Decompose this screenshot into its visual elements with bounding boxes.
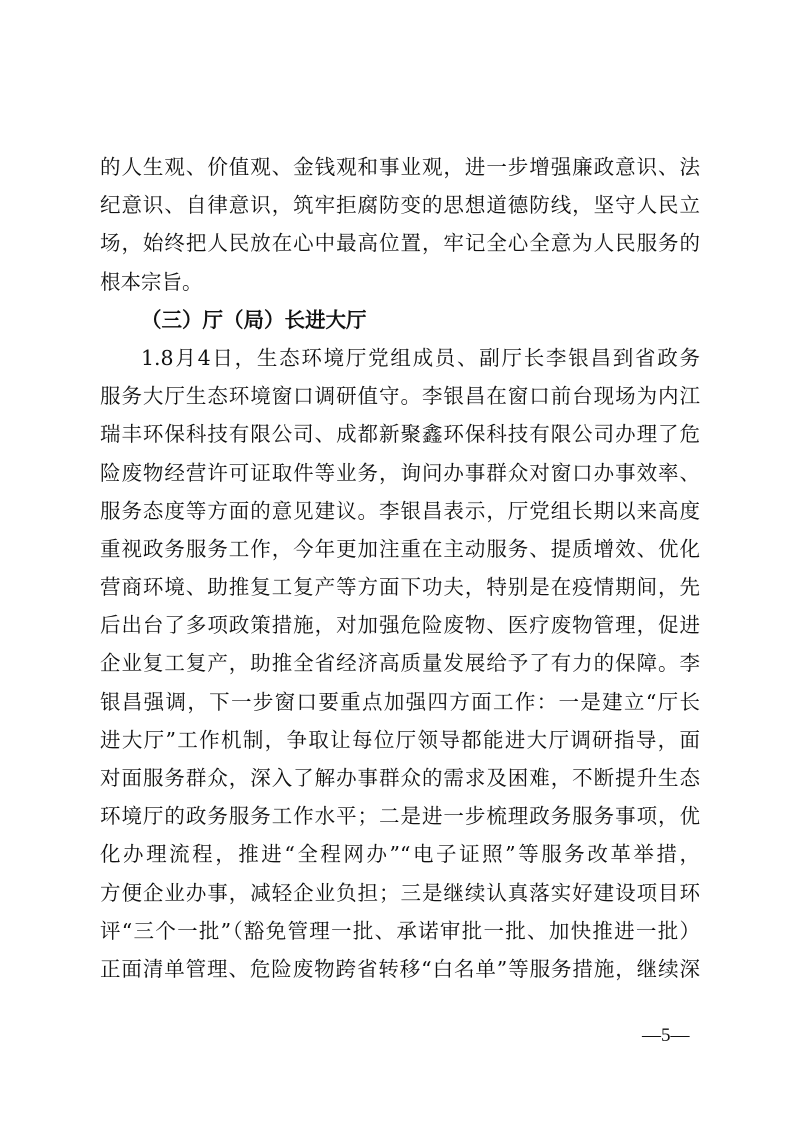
text-line: 银昌强调，下一步窗口要重点加强四方面工作：一是建立“厅长: [100, 689, 700, 714]
text-line: 企业复工复产，助推全省经济高质量发展给予了有力的保障。李: [100, 651, 700, 676]
text-line: 服务大厅生态环境窗口调研值守。李银昌在窗口前台现场为内江: [100, 384, 700, 409]
text-line: 瑞丰环保科技有限公司、成都新聚鑫环保科技有限公司办理了危: [100, 422, 700, 447]
page-number: —5—: [642, 1025, 690, 1046]
text-line: 环境厅的政务服务工作水平；二是进一步梳理政务服务事项，优: [100, 804, 700, 829]
text-line: 后出台了多项政策措施，对加强危险废物、医疗废物管理，促进: [100, 613, 700, 638]
text-line: 重视政务服务工作，今年更加注重在主动服务、提质增效、优化: [100, 536, 700, 561]
text-line: 化办理流程，推进“全程网办”“电子证照”等服务改革举措，: [100, 842, 700, 867]
text-line: 营商环境、助推复工复产等方面下功夫，特别是在疫情期间，先: [100, 575, 700, 600]
text-line: 的人生观、价值观、金钱观和事业观，进一步增强廉政意识、法: [100, 155, 700, 179]
text-line: 评“三个一批”（豁免管理一批、承诺审批一批、加快推进一批）: [100, 918, 700, 943]
text-line: 进大厅”工作机制，争取让每位厅领导都能进大厅调研指导，面: [100, 727, 700, 752]
section-heading: （三）厅（局）长进大厅: [141, 307, 367, 332]
body-text: [100, 148, 700, 988]
text-line: 对面服务群众，深入了解办事群众的需求及困难，不断提升生态: [100, 766, 700, 790]
text-line: 1.8月4日，生态环境厅党组成员、副厅长李银昌到省政务: [141, 345, 700, 370]
text-line: 险废物经营许可证取件等业务，询问办事群众对窗口办事效率、: [100, 460, 700, 485]
text-line: 方便企业办事，减轻企业负担；三是继续认真落实好建设项目环: [100, 880, 700, 905]
text-line: 服务态度等方面的意见建议。李银昌表示，厅党组长期以来高度: [100, 498, 700, 523]
text-line: 场，始终把人民放在心中最高位置，牢记全心全意为人民服务的: [100, 231, 700, 256]
text-line: 根本宗旨。: [100, 269, 203, 294]
text-line: 正面清单管理、危险废物跨省转移“白名单”等服务措施，继续深: [100, 956, 700, 981]
text-line: 纪意识、自律意识，筑牢拒腐防变的思想道德防线，坚守人民立: [100, 193, 700, 218]
